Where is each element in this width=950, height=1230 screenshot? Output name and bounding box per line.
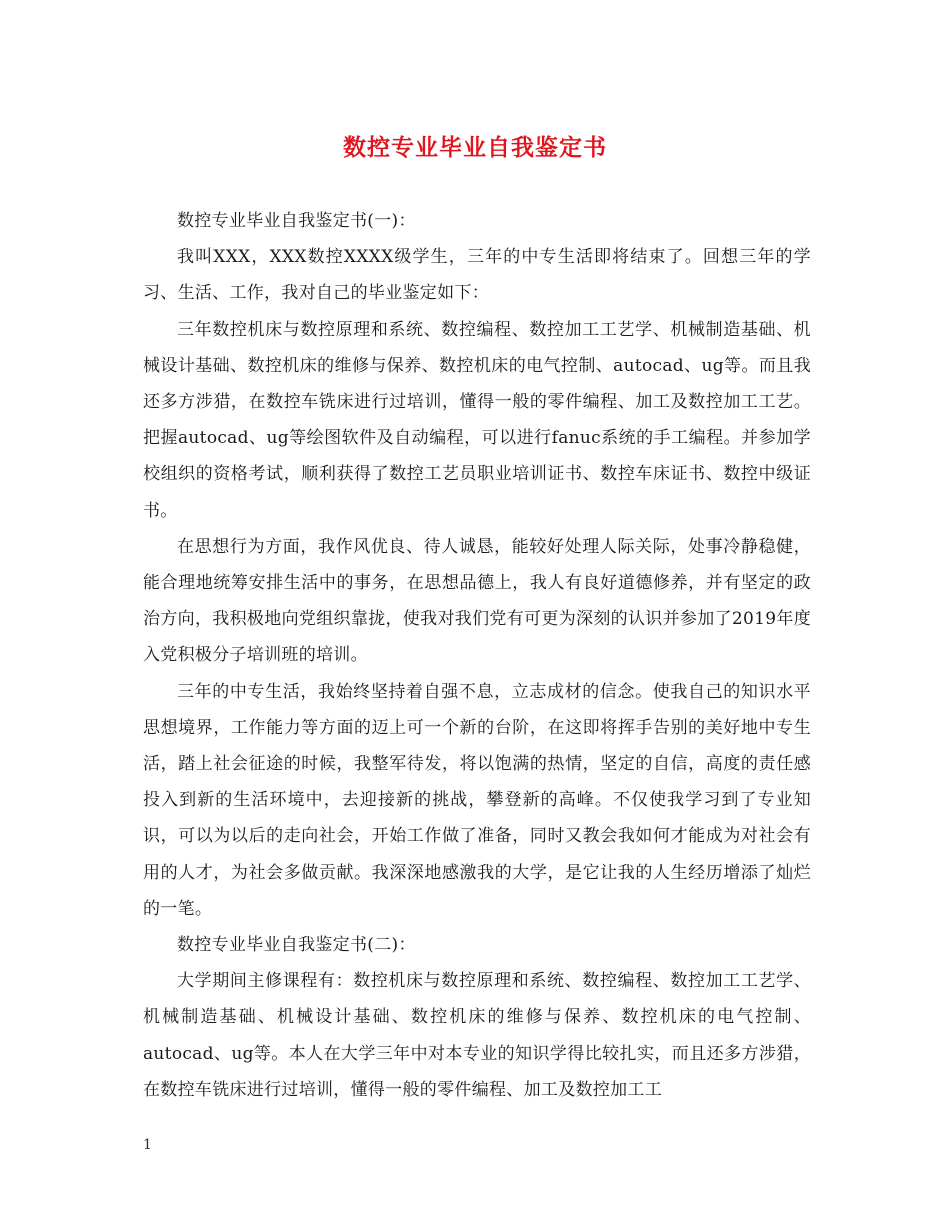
body-paragraph: 三年数控机床与数控原理和系统、数控编程、数控加工工艺学、机械制造基础、机械设计基础、数控机床的维修与保养、数控机床的电气控制、autocad、ug等。而且我还多方涉猎，在数控车铣床进行过培训，懂得一般的零件编程、加工及数控加工工艺。把握autocad、ug等绘图软件及自动编程，可以进行fanuc系统的手工编程。并参加学校组织的资格考试，顺利获得了数控工艺员职业培训证书、数控车床证书、数控中级证书。 <box>143 319 811 521</box>
section-heading-two: 数控专业毕业自我鉴定书(二)： <box>177 935 416 956</box>
document-title: 数控专业毕业自我鉴定书 <box>343 135 607 161</box>
body-paragraph: 我叫XXX，XXX数控XXXX级学生，三年的中专生活即将结束了。回想三年的学习、生活、工作，我对自己的毕业鉴定如下： <box>143 247 811 304</box>
document-body <box>143 203 811 1108</box>
body-paragraph: 在思想行为方面，我作风优良、待人诚恳，能较好处理人际关际，处事冷静稳健，能合理地统筹安排生活中的事务，在思想品德上，我人有良好道德修养，并有坚定的政治方向，我积极地向党组织靠拢，使我对我们党有可更为深刻的认识并参加了2019年度入党积极分子培训班的培训。 <box>143 536 811 666</box>
page-number: 1 <box>143 1137 152 1153</box>
body-paragraph: 大学期间主修课程有：数控机床与数控原理和系统、数控编程、数控加工工艺学、机械制造基础、机械设计基础、数控机床的维修与保养、数控机床的电气控制、autocad、ug等。本人在大学三年中对本专业的知识学得比较扎实，而且还多方涉猎，在数控车铣床进行过培训，懂得一般的零件编程、加工及数控加工工 <box>143 971 811 1100</box>
section-heading-one: 数控专业毕业自我鉴定书(一)： <box>177 211 416 231</box>
body-paragraph: 三年的中专生活，我始终坚持着自强不息，立志成材的信念。使我自己的知识水平思想境界，工作能力等方面的迈上可一个新的台阶，在这即将挥手告别的美好地中专生活，踏上社会征途的时候，我整军待发，将以饱满的热情，坚定的自信，高度的责任感投入到新的生活环境中，去迎接新的挑战，攀登新的高峰。不仅使我学习到了专业知识，可以为以后的走向社会，开始工作做了准备，同时又教会我如何才能成为对社会有用的人才，为社会多做贡献。我深深地感激我的大学，是它让我的人生经历增添了灿烂的一笔。 <box>143 681 811 919</box>
